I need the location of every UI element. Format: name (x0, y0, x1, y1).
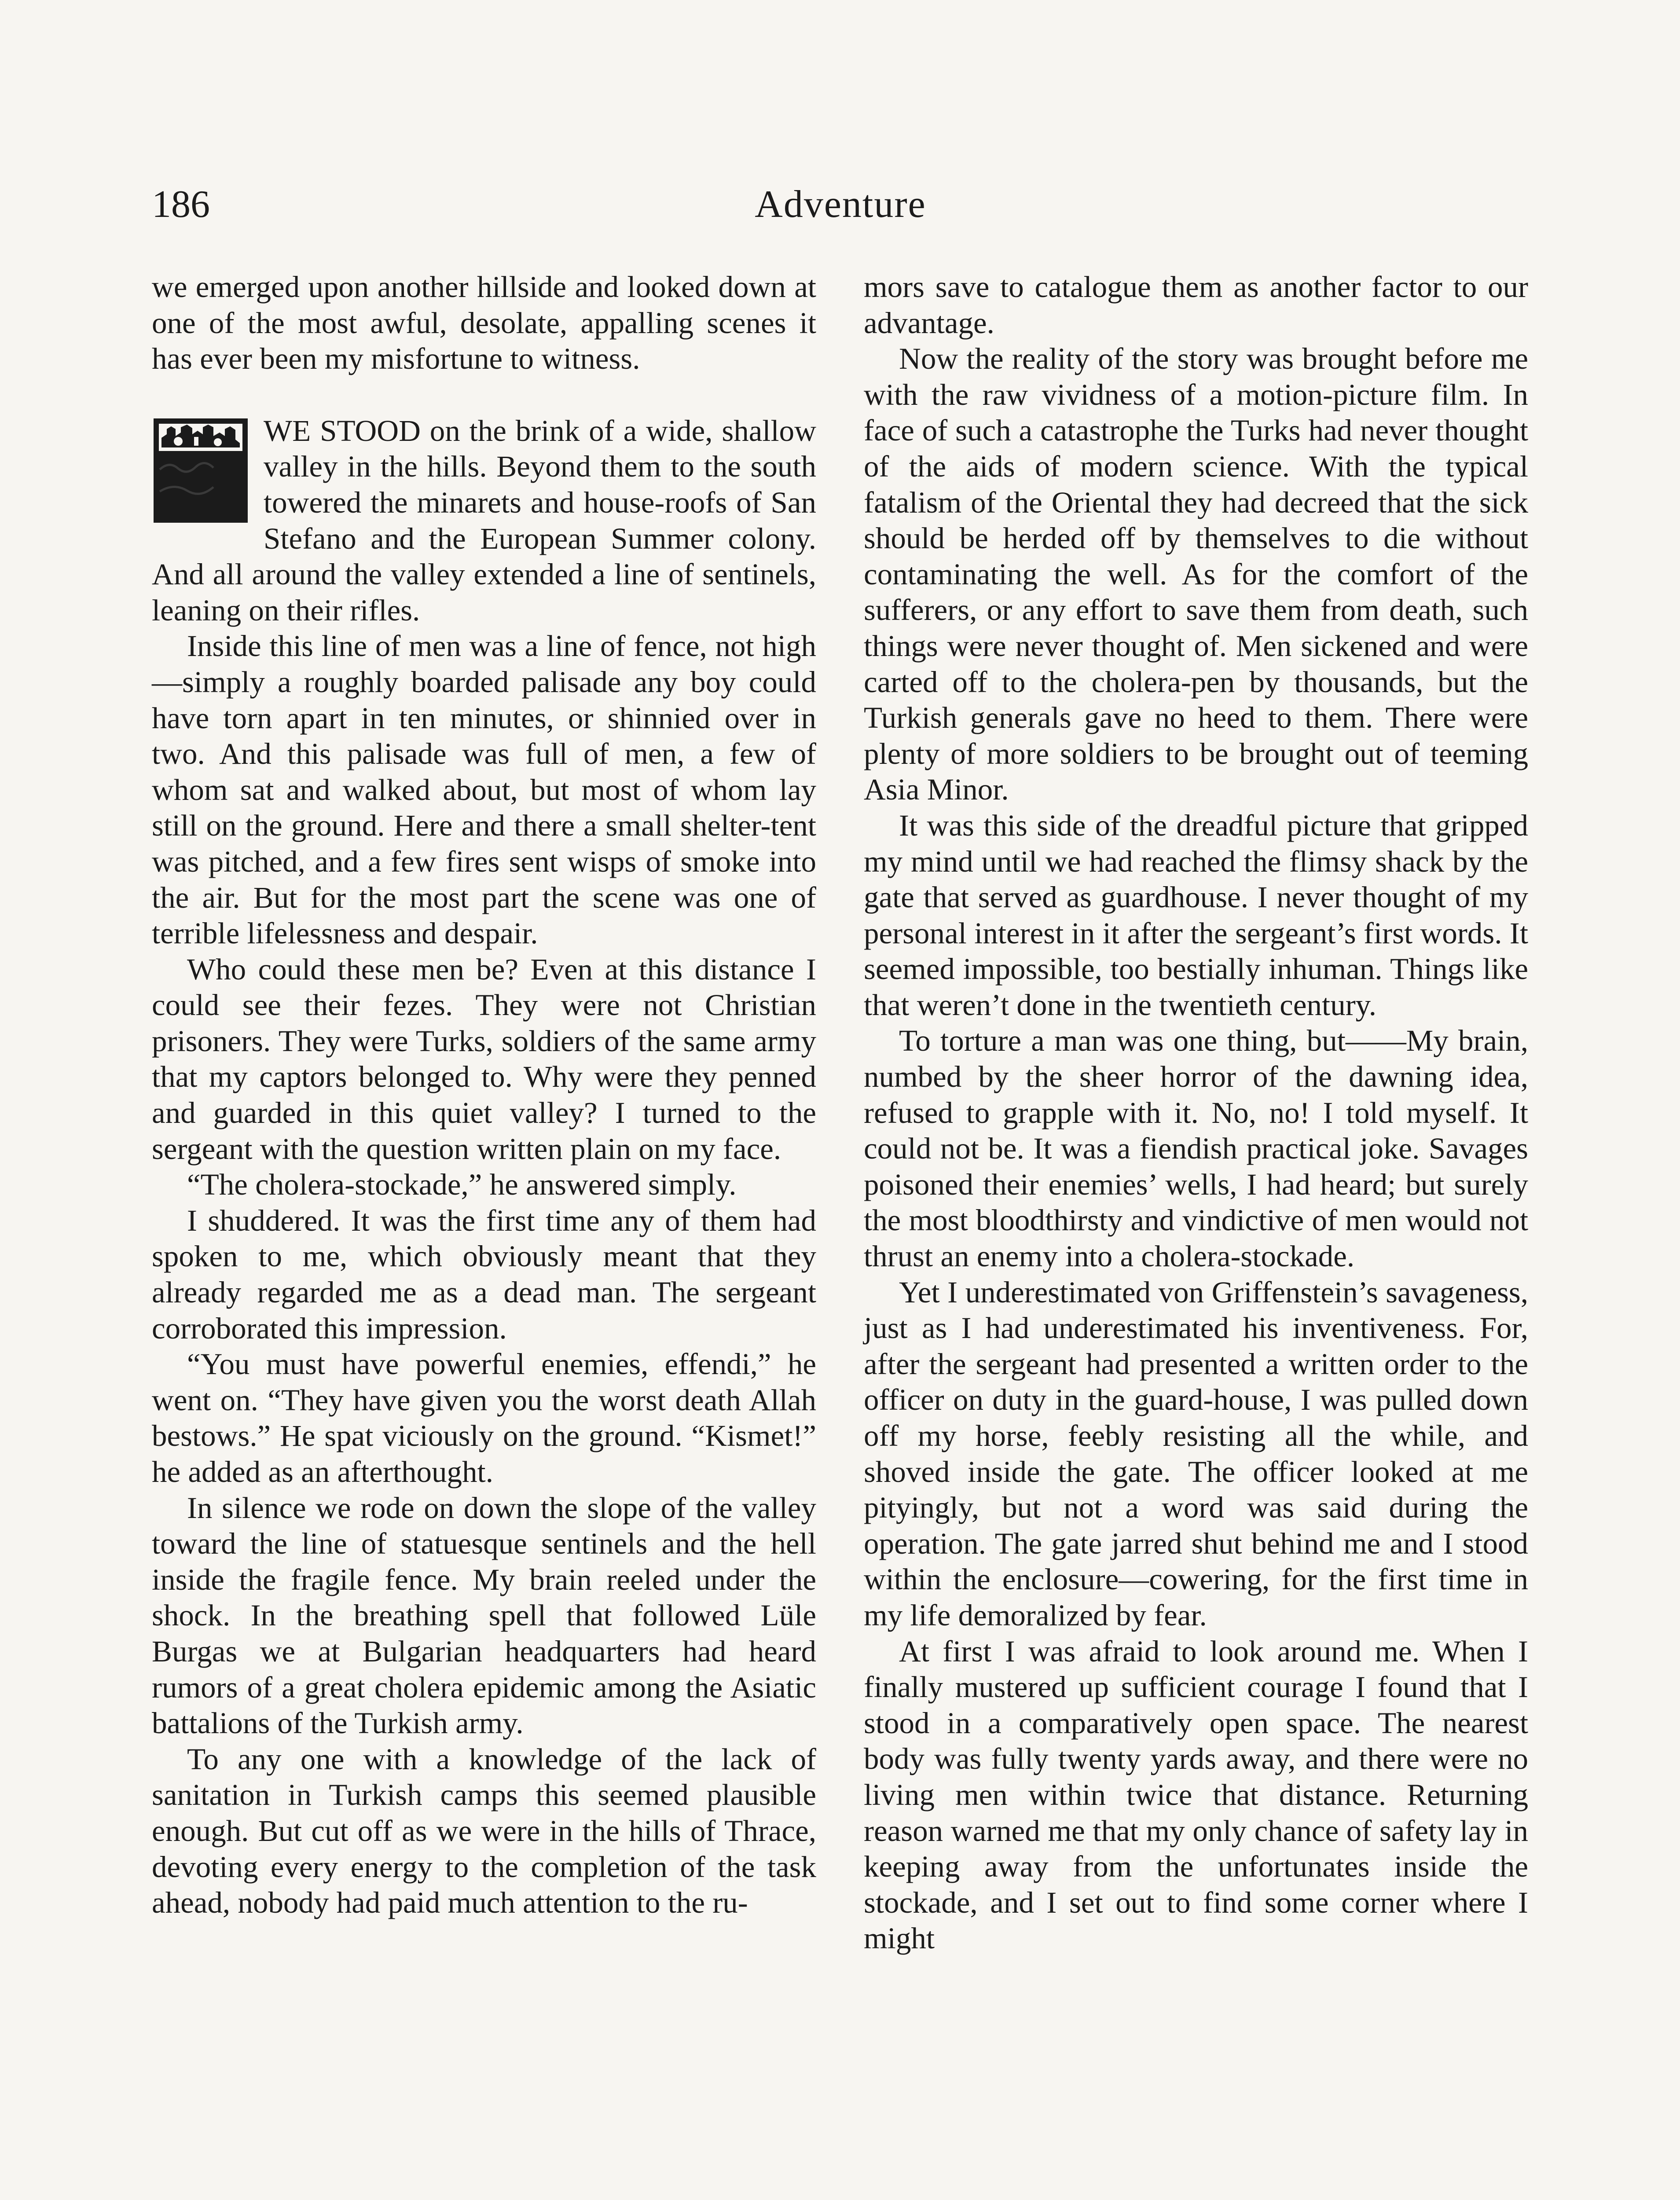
paragraph: It was this side of the dreadful picture that gripped my mind until we had reached the flimsy shack by the gate that served as guardhouse. I never thought of my personal interest in it after the sergeant’s first words. It seemed impossible, too bestially inhuman. Things like that weren’t done in the twentieth century. (864, 808, 1528, 1022)
paragraph: At first I was afraid to look around me. When I finally mustered up sufficient courage I found that I stood in a comparatively open space. The nearest body was fully twenty yards away, and there were no living men within twice that distance. Returning reason warned me that my only chance of safety lay in keeping away from the unfortunates inside the stockade, and I set out to find some corner where I might (864, 1634, 1528, 1955)
left-column (152, 269, 816, 2200)
magazine-title: Adventure (755, 183, 926, 226)
paragraph: we emerged upon another hillside and looked down at one of the most awful, desolate, appalling scenes it has ever been my misfortune to witness. (152, 270, 816, 376)
paragraph: To torture a man was one thing, but——My brain, numbed by the sheer horror of the dawning idea, refused to grapple with it. No, no! I told myself. It could not be. It was a fiendish practical joke. Savages poisoned their enemies’ wells, I had heard; but surely the most bloodthirsty and vindictive of men would not thrust an enemy into a cholera-stockade. (864, 1024, 1528, 1273)
paragraph: Yet I underestimated von Griffenstein’s savageness, just as I had underestimated his inventiveness. For, after the sergeant had presented a written order to the officer on duty in the guard-house, I was pulled down off my horse, feebly resisting all the while, and shoved inside the gate. The officer looked at me pityingly, but not a word was said during the operation. The gate jarred shut behind me and I stood within the enclosure—cowering, for the first time in my life demoralized by fear. (864, 1275, 1528, 1632)
paragraph: “You must have powerful enemies, effendi,” he went on. “They have given you the worst death Allah bestows.” He spat viciously on the ground. “Kismet!” he added as an afterthought. (152, 1347, 816, 1489)
paragraph: Inside this line of men was a line of fence, not high—simply a roughly boarded palisade any boy could have torn apart in ten minutes, or shinnied over in two. And this palisade was full of men, a few of whom sat and walked about, but most of whom lay still on the ground. Here and there a small shelter-tent was pitched, and a few fires sent wisps of smoke into the air. But for the most part the scene was one of terrible lifelessness and despair. (152, 629, 816, 950)
page-number: 186 (152, 183, 210, 226)
paragraph: mors save to catalogue them as another factor to our advantage. (864, 270, 1528, 340)
paragraph: To any one with a knowledge of the lack of sanitation in Turkish camps this seemed plausible enough. But cut off as we were in the hills of Thrace, devoting every energy to the completion of the task ahead, nobody had paid much attention to the ru- (152, 1742, 816, 1920)
paragraph: “The cholera-stockade,” he answered simply. (187, 1168, 737, 1202)
paragraph: Now the reality of the story was brought before me with the raw vividness of a motion-picture film. In face of such a catastrophe the Turks had never thought of the aids of modern science. With the typical fatalism of the Oriental they had decreed that the sick should be herded off by themselves to die without contaminating the well. As for the comfort of the sufferers, or any effort to save them from death, such things were never thought of. Men sickened and were carted off to the cholera-pen by thousands, but the Turkish generals gave no heed to them. There were plenty of more soldiers to be brought out of teeming Asia Minor. (864, 342, 1528, 807)
right-column (864, 269, 1528, 2200)
paragraph: WE STOOD on the brink of a wide, shallow valley in the hills. Beyond them to the south towered the minarets and house-roofs of San Stefano and the European Summer colony. And all around the valley extended a line of sentinels, leaning on their rifles. (152, 414, 816, 627)
paragraph: I shuddered. It was the first time any of them had spoken to me, which obviously meant that they already regarded me as a dead man. The sergeant corroborated this impression. (152, 1203, 816, 1345)
paragraph: Who could these men be? Even at this distance I could see their fezes. They were not Christian prisoners. They were Turks, soldiers of the same army that my captors belonged to. Why were they penned and guarded in this quiet valley? I turned to the sergeant with the question written plain on my face. (152, 952, 816, 1166)
decorative-initial-icon (152, 417, 249, 524)
paragraph: In silence we rode on down the slope of the valley toward the line of statuesque sentinels and the hell inside the fragile fence. My brain reeled under the shock. In the breathing spell that followed Lüle Burgas we at Bulgarian headquarters had heard rumors of a great cholera epidemic among the Asiatic battalions of the Turkish army. (152, 1491, 816, 1740)
running-head (152, 178, 1529, 231)
